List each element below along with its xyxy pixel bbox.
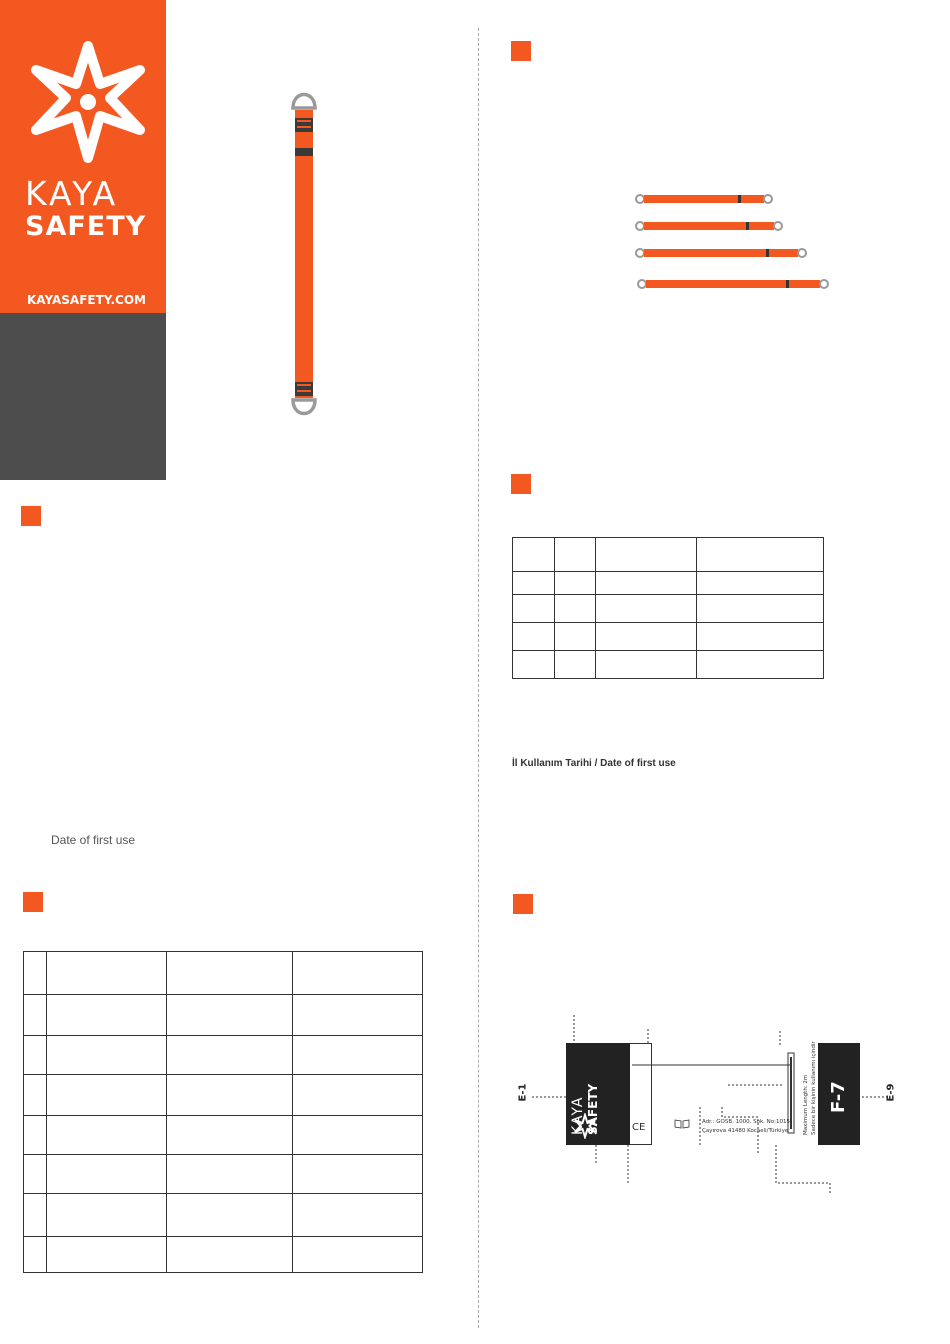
ce-mark: CE xyxy=(632,1122,646,1133)
label-logo-line2: SAFETY xyxy=(586,1083,600,1135)
label-logo-block xyxy=(566,1043,630,1145)
brand-name-line1: KAYA xyxy=(25,174,119,213)
label-logo-icon xyxy=(572,1113,598,1139)
section-marker xyxy=(21,506,41,526)
model-code-block xyxy=(818,1043,860,1145)
label-logo-line1: KAYA xyxy=(570,1096,586,1135)
date-of-first-use-label-tr: İl Kullanım Tarihi / Date of first use xyxy=(512,758,676,769)
sling-lengths-image xyxy=(632,190,832,296)
brand-name-line2: SAFETY xyxy=(25,211,147,242)
specs-table-right xyxy=(512,537,824,679)
gray-panel xyxy=(0,313,166,480)
label-ref-right: E-9 xyxy=(885,1083,897,1102)
section-marker xyxy=(511,474,531,494)
vertical-text-2: Sadece bir kişinin kullanımı içindir xyxy=(811,1041,817,1135)
brand-panel xyxy=(0,0,166,313)
brand-logo-icon xyxy=(24,38,152,166)
section-marker xyxy=(511,41,531,61)
inspection-table-left xyxy=(23,951,423,1273)
brand-name xyxy=(25,176,155,242)
vertical-text-1: Maximum Length: 2m xyxy=(803,1074,809,1135)
book-icon xyxy=(674,1119,690,1129)
label-ref-left: E-1 xyxy=(517,1083,529,1102)
model-code: F-7 xyxy=(828,1081,849,1113)
address-line1: Adr.: GOSB. 1000. Sok. No:1015 xyxy=(702,1119,790,1125)
website-link[interactable]: KAYASAFETY.COM xyxy=(27,293,146,307)
column-divider xyxy=(478,28,479,1328)
address-line2: Çayırova 41480 Kocaeli/Türkiye xyxy=(702,1128,789,1134)
label-ce-block xyxy=(630,1043,652,1145)
section-marker xyxy=(513,894,533,914)
label-diagram xyxy=(510,1005,910,1205)
date-of-first-use-label: Date of first use xyxy=(51,833,136,847)
sling-product-image xyxy=(286,86,322,422)
section-marker xyxy=(23,892,43,912)
